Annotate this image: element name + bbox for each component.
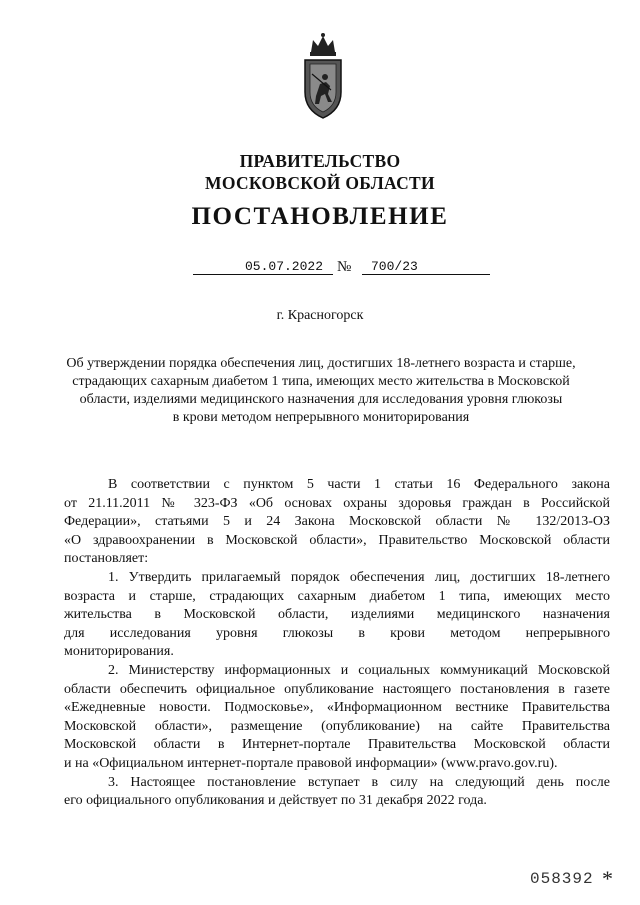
org-name-line2: МОСКОВСКОЙ ОБЛАСТИ (205, 173, 435, 193)
document-body (64, 476, 610, 811)
body-line: возраста и старше, страдающих сахарным диабетом 1 типа, имеющих место (64, 588, 610, 604)
body-line: Московской области», размещение (опубликование) на сайте Правительства (64, 718, 610, 734)
registration-stamp-number: 058392 (530, 870, 594, 888)
body-line: «Ежедневные новости. Подмосковье», «Информационном вестнике Правительства (64, 700, 610, 716)
date-underline (193, 274, 333, 275)
body-line: Московской области в Интернет-портале Правительства Московской области (64, 737, 610, 753)
number-sign: № (337, 259, 352, 275)
subject-line: Об утверждении порядка обеспечения лиц, достигших 18-летнего возраста и старше, (66, 356, 576, 371)
body-line: 3. Настоящее постановление вступает в силу на следующий день после (108, 774, 610, 790)
subject-line: в крови методом непрерывного мониторирования (172, 410, 470, 425)
subject-line: страдающих сахарным диабетом 1 типа, имеющих место жительства в Московской (72, 374, 570, 389)
city-name: г. Красногорск (276, 308, 364, 323)
body-line: Федерации», статьями 5 и 24 Закона Московской области № 132/2013-ОЗ (64, 514, 610, 530)
body-line: 1. Утвердить прилагаемый порядок обеспечения лиц, достигших 18-летнего (108, 569, 610, 585)
star-mark: * (602, 866, 613, 891)
body-line: и на «Официальном интернет-портале правовой информации» (www.pravo.gov.ru). (64, 755, 558, 771)
body-line: «О здравоохранении в Московской области», Правительство Московской области (64, 532, 610, 548)
date-number-line (193, 259, 493, 279)
body-line: 2. Министерству информационных и социальных коммуникаций Московской (108, 662, 610, 678)
subject-line: области, изделиями медицинского назначения для исследования уровня глюкозы (79, 392, 563, 407)
body-line: его официального опубликования и действует по 31 декабря 2022 года. (64, 793, 487, 809)
document-subject (62, 355, 580, 427)
body-line: мониторирования. (64, 644, 174, 660)
body-line: постановляет: (64, 551, 149, 567)
body-line: от 21.11.2011 № 323-ФЗ «Об основах охраны здоровья граждан в Российской (64, 495, 610, 511)
document-number: 700/23 (371, 259, 418, 274)
body-line: жительства в Московской области, изделиями медицинского назначения (64, 607, 610, 623)
body-line: области обеспечить официальное опубликование настоящего постановления в газете (64, 681, 610, 697)
org-name-line1: ПРАВИТЕЛЬСТВО (239, 151, 401, 171)
document-type-title: ПОСТАНОВЛЕНИЕ (191, 203, 449, 230)
body-line: для исследования уровня глюкозы в крови методом непрерывного (64, 625, 610, 641)
number-underline (362, 274, 490, 275)
document-date: 05.07.2022 (245, 259, 324, 274)
coat-of-arms-icon (298, 30, 348, 122)
body-line: В соответствии с пунктом 5 части 1 статьи 16 Федерального закона (108, 477, 610, 492)
